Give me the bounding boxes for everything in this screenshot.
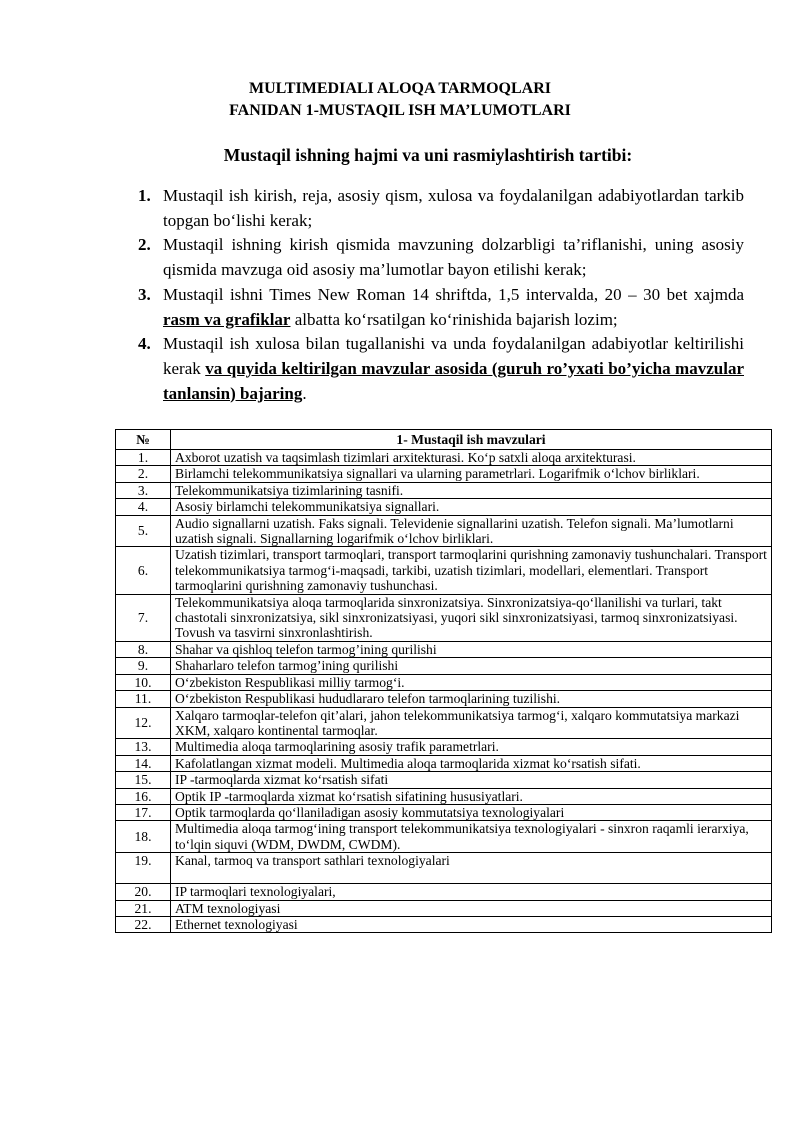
table-row (116, 772, 772, 788)
requirements-heading: Mustaqil ishning hajmi va uni rasmiylashtirish tartibi: (223, 145, 633, 165)
table-header-row (116, 430, 772, 450)
topic-title: Kanal, tarmoq va transport sathlari texnologiyalari (171, 853, 772, 884)
topic-number: 18. (116, 821, 171, 853)
topic-title: Kafolatlangan xizmat modeli. Multimedia aloqa tarmoqlarida xizmat ko‘rsatish sifati. (171, 755, 772, 771)
table-row (116, 900, 772, 916)
topic-number: 4. (116, 499, 171, 515)
topic-number: 17. (116, 804, 171, 820)
table-row (116, 916, 772, 932)
requirement-item (138, 233, 744, 282)
table-row (116, 658, 772, 674)
topic-title: IP tarmoqlari texnologiyalari, (171, 884, 772, 900)
column-header-number: № (116, 430, 171, 450)
table-row (116, 641, 772, 657)
requirement-item (138, 283, 744, 332)
requirement-number: 2. (138, 235, 151, 255)
topics-table-body (116, 450, 772, 933)
topic-number: 1. (116, 450, 171, 466)
topic-title: Birlamchi telekommunikatsiya signallari va ularning parametrlari. Logarifmik o‘lchov birliklari. (171, 466, 772, 482)
table-row (116, 482, 772, 498)
topic-number: 20. (116, 884, 171, 900)
requirement-number: 4. (138, 334, 151, 354)
requirement-number: 3. (138, 284, 151, 304)
topic-title: Telekommunikatsiya aloqa tarmoqlarida sinxronizatsiya. Sinxronizatsiya-qo‘llanilishi va turlari, takt chastotali sinxronizatsiya, sikl sinxronizatsiyasi, yuqori sikl sinxronizatsiyasi, tarmoq sinxronizatsiyasi. Tovush va tasvirni sinxronlashtirish. (171, 594, 772, 641)
topic-number: 22. (116, 916, 171, 932)
topic-title: IP -tarmoqlarda xizmat ko‘rsatish sifati (171, 772, 772, 788)
requirement-text-end: . (302, 383, 307, 403)
topic-title: Optik IP -tarmoqlarda xizmat ko‘rsatish sifatining hususiyatlari. (171, 788, 772, 804)
topic-title: Optik tarmoqlarda qo‘llaniladigan asosiy kommutatsiya texnologiyalari (171, 804, 772, 820)
requirement-number: 1. (138, 186, 151, 205)
topic-title: Axborot uzatish va taqsimlash tizimlari arxitekturasi. Ko‘p satxli aloqa arxitekturasi. (171, 450, 772, 466)
topic-title: Shaharlaro telefon tarmog’ining qurilishi (171, 658, 772, 674)
table-row (116, 515, 772, 547)
table-row (116, 755, 772, 771)
requirement-emphasis: rasm va grafiklar (163, 309, 291, 329)
requirement-text-end: albatta ko‘rsatilgan ko‘rinishida bajarish lozim; (290, 309, 618, 329)
topic-number: 13. (116, 739, 171, 755)
topic-title: Telekommunikatsiya tizimlarining tasnifi. (171, 482, 772, 498)
topic-number: 12. (116, 707, 171, 739)
table-row (116, 884, 772, 900)
topic-title: Asosiy birlamchi telekommunikatsiya signallari. (171, 499, 772, 515)
document-title-line-1: MULTIMEDIALI ALOQA TARMOQLARI (249, 80, 551, 97)
topic-number: 7. (116, 594, 171, 641)
table-row (116, 466, 772, 482)
requirement-text: Mustaqil ish kirish, reja, asosiy qism, xulosa va foydalanilgan adabiyotlardan tarkib topgan bo‘lishi kerak; (163, 186, 744, 230)
topic-number: 19. (116, 853, 171, 884)
topic-title: Audio signallarni uzatish. Faks signali. Televidenie signallarini uzatish. Telefon signali. Ma’lumotlarni uzatish signali. Signallarning logarifmik o‘lchov birliklari. (171, 515, 772, 547)
table-row (116, 821, 772, 853)
document-title-line-2: FANIDAN 1-MUSTAQIL ISH MA’LUMOTLARI (229, 102, 571, 119)
topic-title: O‘zbekiston Respublikasi milliy tarmog‘i. (171, 674, 772, 690)
requirement-text: Mustaqil ish xulosa bilan tugallanishi va unda foydalanilgan adabiyotlar keltirilishi kerak (163, 334, 744, 378)
topic-number: 3. (116, 482, 171, 498)
table-row (116, 788, 772, 804)
requirements-list (138, 184, 744, 406)
topic-number: 11. (116, 691, 171, 707)
table-row (116, 691, 772, 707)
topic-number: 14. (116, 755, 171, 771)
topic-number: 16. (116, 788, 171, 804)
topic-number: 2. (116, 466, 171, 482)
topic-number: 15. (116, 772, 171, 788)
topic-title: O‘zbekiston Respublikasi hududlararo telefon tarmoqlarining tuzilishi. (171, 691, 772, 707)
requirement-emphasis: va quyida keltirilgan mavzular asosida (guruh ro’yxati bo’yicha mavzular tanlansin) bajaring (163, 358, 744, 403)
topic-title: Multimedia aloqa tarmoqlarining asosiy trafik parametrlari. (171, 739, 772, 755)
topic-title: Shahar va qishloq telefon tarmog’ining qurilishi (171, 641, 772, 657)
requirement-item (138, 332, 744, 406)
topic-number: 9. (116, 658, 171, 674)
topic-title: Xalqaro tarmoqlar-telefon qit’alari, jahon telekommunikatsiya tarmog‘i, xalqaro kommutatsiya markazi XKM, xalqaro kontinental tarmoqlar. (171, 707, 772, 739)
topic-number: 10. (116, 674, 171, 690)
topic-title: Uzatish tizimlari, transport tarmoqlari, transport tarmoqlarini qurishning zamonaviy tushunchalari. Transport telekommunikatsiya tarmog‘i-maqsadi, tarkibi, uzatish tizimlari, modellari, elementlari. Transport tarmoqlarini qurishning zamonaviy tushunchasi. (171, 547, 772, 594)
topic-number: 5. (116, 515, 171, 547)
topic-title: ATM texnologiyasi (171, 900, 772, 916)
table-row (116, 674, 772, 690)
table-row (116, 853, 772, 884)
table-row (116, 547, 772, 594)
topics-table (115, 429, 772, 933)
table-row (116, 594, 772, 641)
requirement-text: Mustaqil ishning kirish qismida mavzuning dolzarbligi ta’riflanishi, uning asosiy qismida mavzuga oid asosiy ma’lumotlar bayon etilishi kerak; (163, 235, 744, 280)
table-row (116, 804, 772, 820)
table-row (116, 450, 772, 466)
requirement-item (138, 184, 744, 233)
topic-number: 8. (116, 641, 171, 657)
topic-title: Ethernet texnologiyasi (171, 916, 772, 932)
topic-number: 21. (116, 900, 171, 916)
requirement-text: Mustaqil ishni Times New Roman 14 shriftda, 1,5 intervalda, 20 – 30 bet xajmda (163, 284, 744, 304)
column-header-topic: 1- Mustaqil ish mavzulari (171, 430, 772, 450)
table-row (116, 739, 772, 755)
topic-title: Multimedia aloqa tarmog‘ining transport telekommunikatsiya texnologiyalari - sinxron raqamli ierarxiya, to‘lqin siquvi (WDM, DWDM, CWDM). (171, 821, 772, 853)
topic-number: 6. (116, 547, 171, 594)
table-row (116, 499, 772, 515)
table-row (116, 707, 772, 739)
